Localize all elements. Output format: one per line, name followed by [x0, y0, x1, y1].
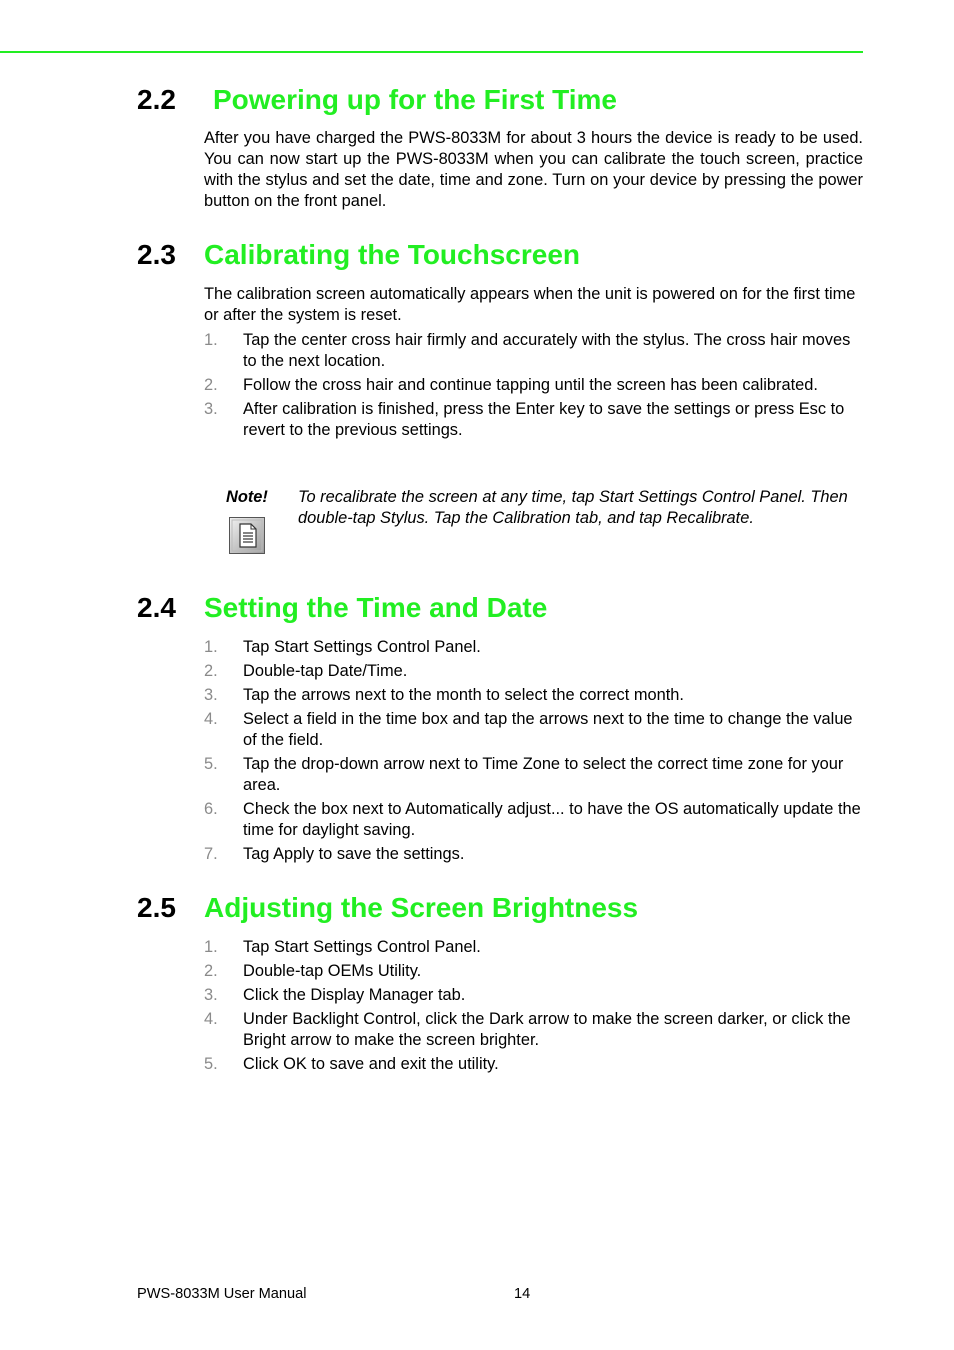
section-heading-2-4 [137, 592, 547, 624]
step-number: 1. [204, 938, 218, 956]
step-text: Tag Apply to save the settings. [243, 845, 465, 863]
list-item [204, 637, 863, 658]
step-number: 1. [204, 331, 218, 349]
list-item [204, 985, 863, 1006]
section-heading-2-5 [137, 892, 638, 924]
list-item [204, 685, 863, 706]
list-item [204, 1009, 863, 1051]
step-number: 3. [204, 986, 218, 1004]
list-item [204, 375, 863, 396]
section-title: Powering up for the First Time [213, 84, 617, 115]
list-item [204, 1054, 863, 1075]
step-number: 3. [204, 686, 218, 704]
list-item [204, 799, 863, 841]
footer-manual-title: PWS-8033M User Manual [137, 1286, 307, 1302]
step-text: Click OK to save and exit the utility. [243, 1055, 499, 1073]
step-text: Tap Start Settings Control Panel. [243, 638, 481, 656]
list-item [204, 330, 863, 372]
list-item [204, 709, 863, 751]
list-item [204, 661, 863, 682]
step-text: Click the Display Manager tab. [243, 986, 466, 1004]
list-item [204, 844, 863, 865]
section-2-3-intro: The calibration screen automatically appears when the unit is powered on for the first time or after the system is reset. [204, 285, 856, 324]
calibration-steps [204, 330, 863, 444]
step-number: 3. [204, 400, 218, 418]
step-number: 1. [204, 638, 218, 656]
step-text: Check the box next to Automatically adjust... to have the OS automatically update the time for daylight saving. [243, 800, 861, 839]
section-title: Adjusting the Screen Brightness [204, 892, 639, 923]
section-heading-2-3 [137, 239, 580, 271]
step-number: 6. [204, 800, 218, 818]
list-item [204, 961, 863, 982]
footer-page-number: 14 [514, 1286, 531, 1302]
list-item [204, 399, 863, 441]
step-number: 5. [204, 755, 218, 773]
step-number: 4. [204, 710, 218, 728]
document-note-icon [229, 517, 265, 554]
step-text: Under Backlight Control, click the Dark arrow to make the screen darker, or click the Bright arrow to make the screen brighter. [243, 1010, 851, 1049]
time-date-steps [204, 637, 863, 868]
section-number: 2.2 [137, 84, 176, 115]
section-heading-2-2 [137, 84, 617, 116]
step-text: Follow the cross hair and continue tapping until the screen has been calibrated. [243, 376, 818, 394]
step-text: Double-tap Date/Time. [243, 662, 408, 680]
step-number: 2. [204, 662, 218, 680]
step-number: 4. [204, 1010, 218, 1028]
step-text: After calibration is finished, press the Enter key to save the settings or press Esc to revert to the previous settings. [243, 400, 845, 439]
step-text: Tap the arrows next to the month to select the correct month. [243, 686, 684, 704]
note-text: To recalibrate the screen at any time, tap Start Settings Control Panel. Then double-tap Stylus. Tap the Calibration tab, and tap Recalibrate. [298, 488, 848, 527]
step-number: 2. [204, 962, 218, 980]
note-label: Note! [226, 488, 268, 506]
step-text: Tap the center cross hair firmly and accurately with the stylus. The cross hair moves to the next location. [243, 331, 851, 370]
top-rule [0, 51, 863, 53]
step-text: Double-tap OEMs Utility. [243, 962, 422, 980]
step-number: 7. [204, 845, 218, 863]
step-text: Tap the drop-down arrow next to Time Zone to select the correct time zone for your area. [243, 755, 844, 794]
section-number: 2.4 [137, 592, 176, 623]
list-item [204, 754, 863, 796]
section-number: 2.5 [137, 892, 176, 923]
section-title: Setting the Time and Date [204, 592, 548, 623]
step-number: 5. [204, 1055, 218, 1073]
list-item [204, 937, 863, 958]
step-text: Select a field in the time box and tap the arrows next to the time to change the value of the field. [243, 710, 853, 749]
section-2-2-intro: After you have charged the PWS-8033M for about 3 hours the device is ready to be used. You can now start up the PWS-8033M when you can calibrate the touch screen, practice with the stylus and set the date, time and zone. Turn on your device by pressing the power button on the front panel. [204, 129, 863, 210]
brightness-steps [204, 937, 863, 1078]
section-number: 2.3 [137, 239, 176, 270]
step-text: Tap Start Settings Control Panel. [243, 938, 481, 956]
section-title: Calibrating the Touchscreen [204, 239, 580, 270]
step-number: 2. [204, 376, 218, 394]
